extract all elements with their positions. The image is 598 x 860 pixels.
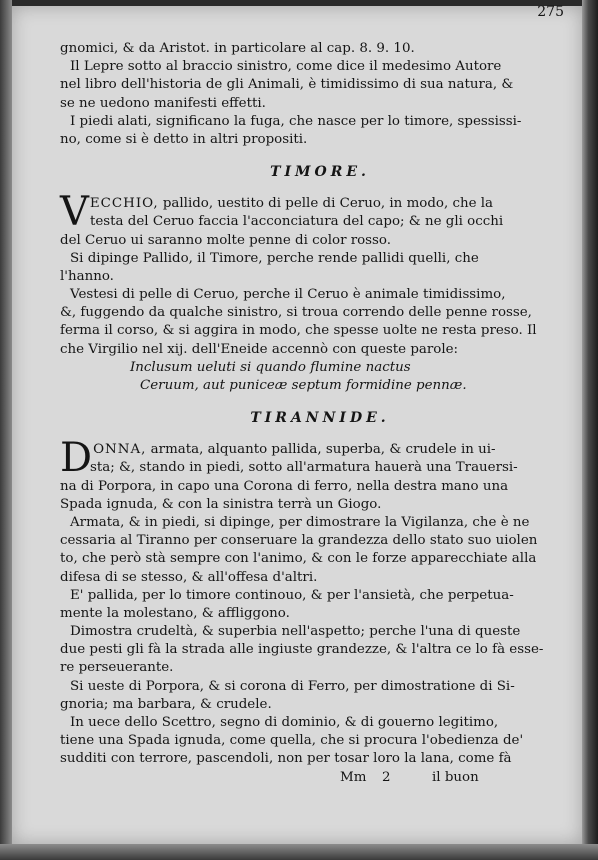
text-line: na di Porpora, in capo una Corona di ferro, nella destra mano una [60,478,509,494]
first-line-rest: pallido, uestito di pelle di Ceruo, in modo, che la [158,196,494,212]
text-line: Spada ignuda, & con la sinistra terrà un Giogo. [60,496,382,512]
section-tirannide [60,435,580,768]
text-line: Si ueste di Porpora, & si corona di Ferro, per dimostratione di Si- [70,678,515,694]
text-line: difesa di se stesso, & all'offesa d'altri. [60,569,318,585]
first-word: ONNA, [93,442,147,458]
signature-mark: Mm [340,769,367,785]
text-line: testa del Ceruo faccia l'acconciatura del capo; & ne gli occhi [90,214,504,230]
text-line: gnoria; ma barbara, & crudele. [60,696,272,712]
text-line: Vestesi di pelle di Ceruo, perche il Ceruo è animale timidissimo, [70,287,506,303]
text-line: re perseuerante. [60,660,174,676]
text-line: I piedi alati, significano la fuga, che nasce per lo timore, spessissi- [70,113,522,129]
text-line: ferma il corso, & si aggira in modo, che spesse uolte ne resta preso. Il [60,323,537,339]
left-page-edge [0,0,12,860]
drop-cap: V [60,189,89,236]
section-timore [60,189,580,395]
first-word: ECCHIO, [89,196,159,212]
text-line: cessaria al Tiranno per conseruare la grandezza dello stato suo uiolen [60,533,538,549]
page-footer [60,769,580,789]
text-line: no, come si è detto in altri propositi. [60,131,308,147]
text-line: sta; &, stando in piedi, sotto all'armatura hauerà una Trauersi- [90,460,518,476]
text-line: Il Lepre sotto al braccio sinistro, come dice il medesimo Autore [70,59,502,75]
bottom-page-edge [0,844,598,860]
drop-cap: D [60,435,93,482]
page-number: 275 [537,4,564,20]
text-line: mente la molestano, & affliggono. [60,605,290,621]
text-line: due pesti gli fà la strada alle ingiuste grandezze, & l'altra ce lo fà esse- [60,642,544,658]
first-line-rest: armata, alquanto pallida, superba, & crudele in ui- [146,442,496,458]
heading-tirannide: TIRANNIDE. [250,410,390,427]
page-text [60,40,580,789]
text-line: to, che però stà sempre con l'animo, & con le forze apparecchiate alla [60,551,537,567]
book-page [12,6,582,844]
text-line: gnomici, & da Aristot. in particolare al cap. 8. 9. 10. [60,41,415,56]
text-line: Armata, & in piedi, si dipinge, per dimostrare la Vigilanza, che è ne [70,514,530,530]
text-line: &, fuggendo da qualche sinistro, si troua correndo delle penne rosse, [60,305,532,321]
heading-timore: TIMORE. [270,164,370,181]
text-line: E' pallida, per lo timore continouo, & per l'ansietà, che perpetua- [70,587,514,603]
text-line: nel libro dell'historia de gli Animali, è timidissimo di sua natura, & [60,77,514,93]
text-line: del Ceruo ui saranno molte penne di color rosso. [60,232,392,248]
text-line: Dimostra crudeltà, & superbia nell'aspetto; perche l'una di queste [70,624,521,640]
verse-line: Inclusum ueluti si quando flumine nactus [130,359,411,375]
text-line: sudditi con terrore, pascendoli, non per tosar loro la lana, come fà [60,751,512,767]
text-line: tiene una Spada ignuda, come quella, che si procura l'obedienza de' [60,733,524,749]
text-line: che Virgilio nel xij. dell'Eneide accennò con queste parole: [60,341,459,357]
right-page-edge [582,0,598,860]
verse-line: Ceruum, aut puniceæ septum formidine pennæ. [140,378,467,393]
signature-number: 2 [382,769,391,785]
text-line: Si dipinge Pallido, il Timore, perche rende pallidi quelli, che [70,250,479,266]
catchword: il buon [432,769,479,785]
paragraph-lepre [60,40,580,149]
text-line: se ne uedono manifesti effetti. [60,95,266,111]
text-line: In uece dello Scettro, segno di dominio, & di gouerno legitimo, [70,715,499,730]
text-line: l'hanno. [60,268,114,284]
